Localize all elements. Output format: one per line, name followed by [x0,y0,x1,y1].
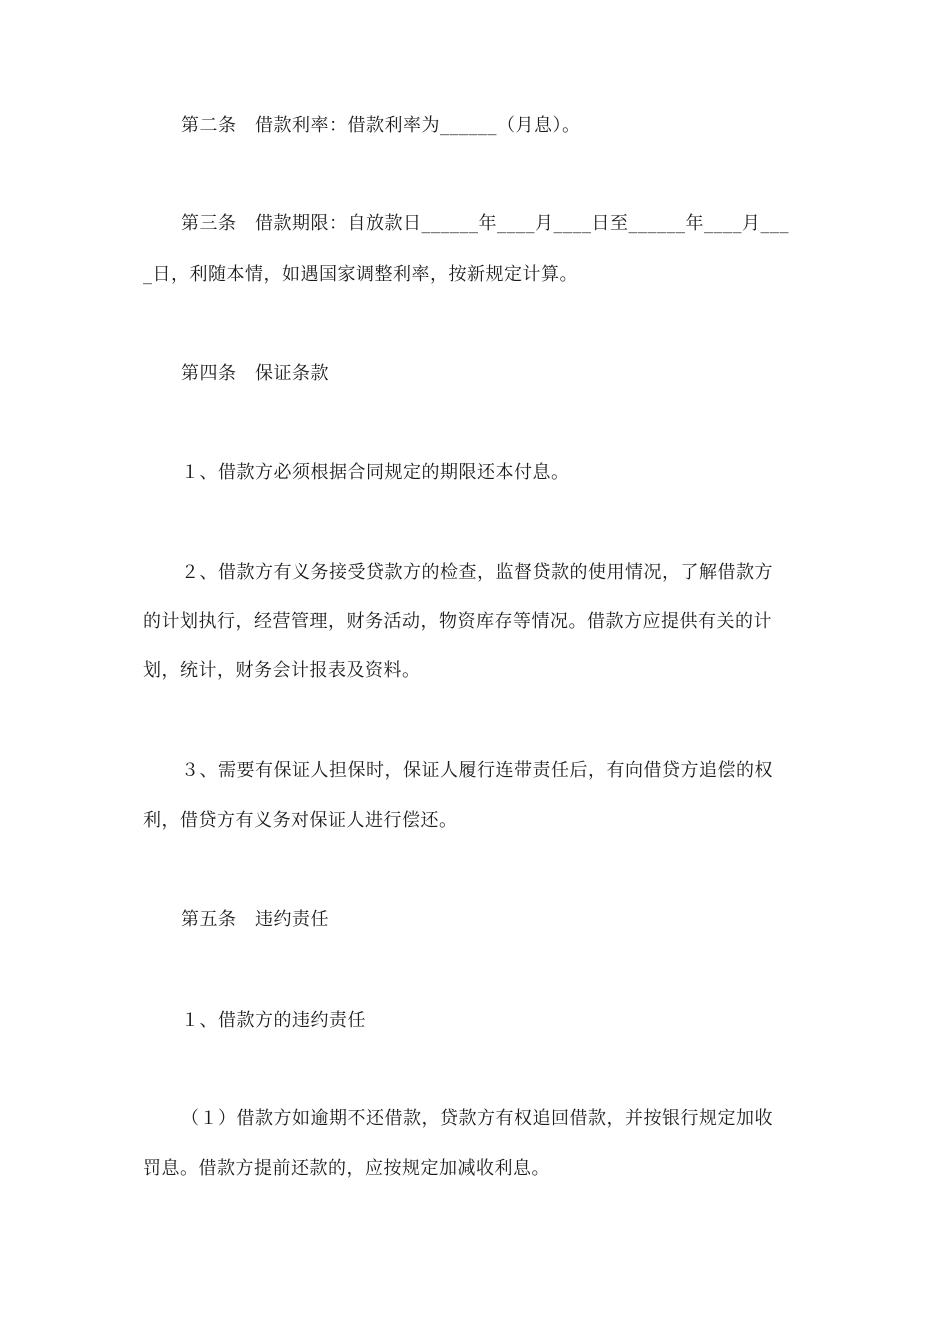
article-4-item-2-line-2: 的计划执行，经营管理，财务活动，物资库存等情况。借款方应提供有关的计 [143,611,772,632]
article-4-item-3-line-2: 利，借贷方有义务对保证人进行偿还。 [143,810,458,831]
article-3-term-line-2: _日，利随本情，如遇国家调整利率，按新规定计算。 [143,264,578,285]
article-4-item-3-line-1: ３、需要有保证人担保时，保证人履行连带责任后，有向借贷方追偿的权 [181,760,773,781]
article-5-heading: 第五条 违约责任 [181,909,329,930]
article-5-sub-1-heading: １、借款方的违约责任 [181,1010,366,1031]
article-3-term-line-1: 第三条 借款期限：自放款日______年____月____日至______年____月___ [181,213,789,234]
article-4-heading: 第四条 保证条款 [181,363,329,384]
article-2-rate-line: 第二条 借款利率：借款利率为______（月息）。 [181,115,581,136]
article-5-clause-1-line-1: （１）借款方如逾期不还借款，贷款方有权追回借款，并按银行规定加收 [181,1108,773,1129]
article-4-item-1: １、借款方必须根据合同规定的期限还本付息。 [181,462,570,483]
article-4-item-2-line-1: ２、借款方有义务接受贷款方的检查，监督贷款的使用情况，了解借款方 [181,562,773,583]
article-5-clause-1-line-2: 罚息。借款方提前还款的，应按规定加减收利息。 [143,1158,550,1179]
article-4-item-2-line-3: 划，统计，财务会计报表及资料。 [143,660,421,681]
